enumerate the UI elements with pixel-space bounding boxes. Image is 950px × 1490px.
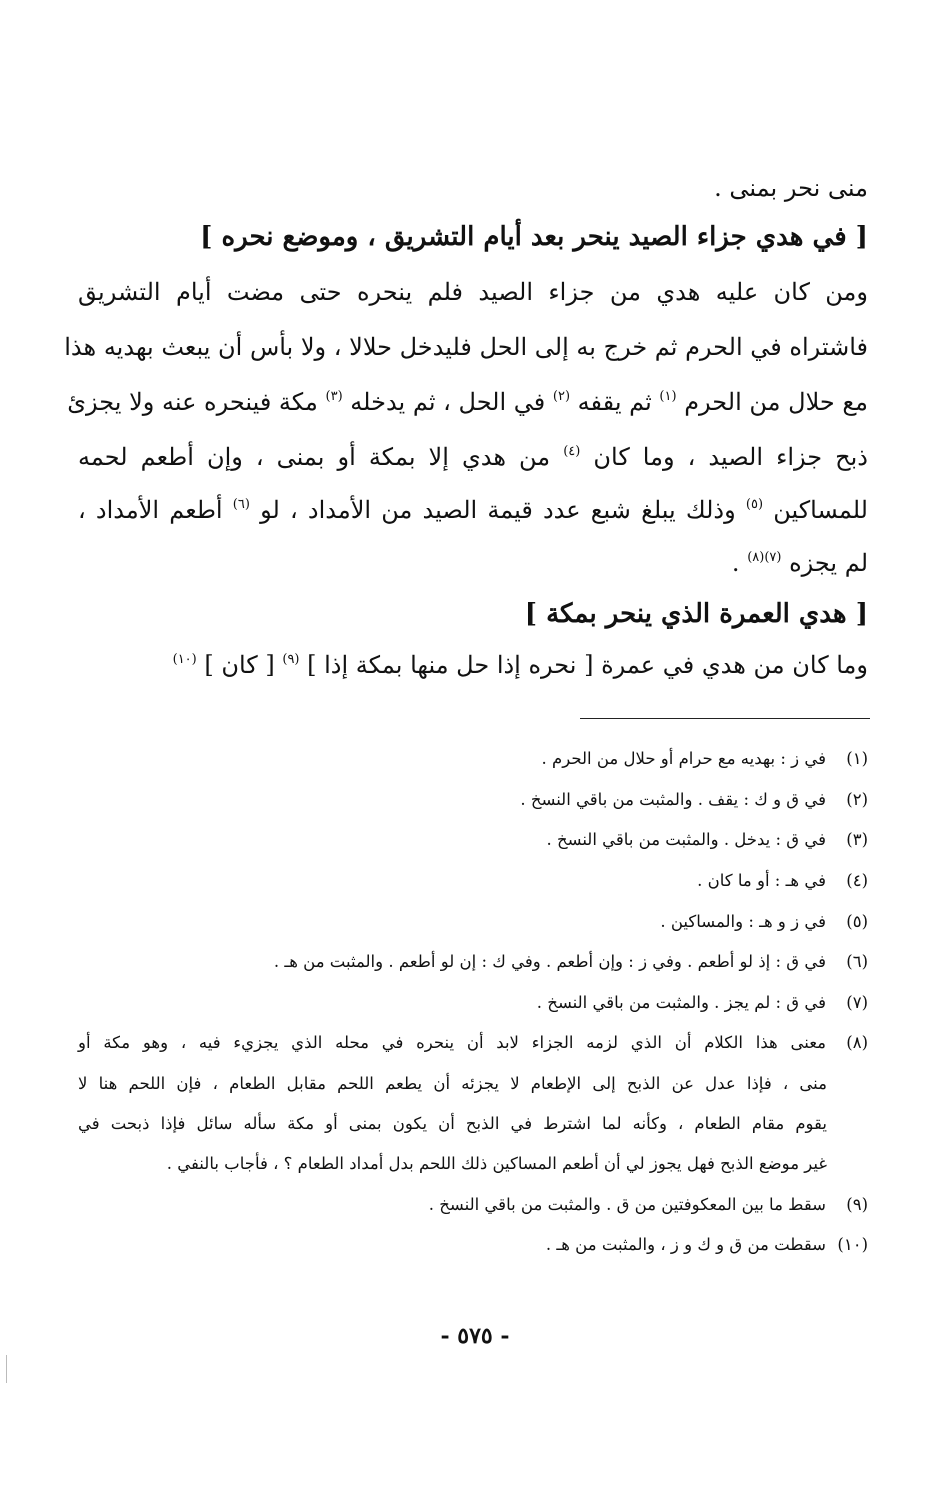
- body-line: [78, 437, 868, 477]
- footnote-number: (٥): [846, 912, 868, 931]
- footnote-number: (٣): [846, 830, 868, 849]
- footnote: [78, 988, 868, 1018]
- body-text: ثم يقفه: [570, 388, 660, 416]
- body-text: مع حلال من الحرم: [676, 388, 868, 416]
- footnote: [78, 1190, 868, 1220]
- page-number: - ٥٧٥ -: [440, 1323, 510, 1349]
- footnote-text: في ز و هـ : والمساكين .: [660, 912, 826, 931]
- body-text: ذبح جزاء الصيد ، وما كان: [580, 443, 868, 471]
- footnote-ref[interactable]: (٧): [764, 550, 782, 565]
- footnote-separator: [580, 718, 870, 719]
- body-line: [78, 272, 868, 312]
- body-text: .: [731, 549, 748, 577]
- footnote-text: في ق : إذ لو أطعم . وفي ز : وإن أطعم . وفي ك : إن لو أطعم . والمثبت من هـ .: [273, 952, 826, 971]
- heading-text: [ هدي العمرة الذي ينحر بمكة ]: [524, 599, 868, 629]
- footnote-text: في ز : بهديه مع حرام أو حلال من الحرم .: [541, 749, 826, 768]
- body-text: مكة فينحره عنه ولا يجزئ: [67, 388, 326, 416]
- body-text: وذلك يبلغ شبع عدد قيمة الصيد من الأمداد ، لو: [249, 496, 746, 524]
- footnote: [78, 866, 868, 896]
- body-text: فاشتراه في الحرم ثم خرج به إلى الحل فليدخل حلالا ، ولا بأس أن يبعث بهديه هذا: [64, 333, 868, 361]
- footnote-text: في ق : يدخل . والمثبت من باقي النسخ .: [546, 830, 826, 849]
- footnote-text: سقط ما بين المعكوفتين من ق . والمثبت من باقي النسخ .: [428, 1195, 826, 1214]
- body-text: من هدي إلا بمكة أو بمنى ، وإن أطعم لحمه: [78, 443, 564, 471]
- body-text: في الحل ، ثم يدخله: [342, 388, 553, 416]
- footnote: [78, 1028, 868, 1058]
- body-text: أطعم الأمداد ،: [78, 496, 233, 524]
- footnote-ref[interactable]: (٤): [563, 444, 581, 459]
- footnote-text: في ق و ك : يقف . والمثبت من باقي النسخ .: [520, 790, 826, 809]
- footnote-text: يقوم مقام الطعام ، وكأنه لما اشترط في الذبح أن يكون بمنى أو مكة سأله سائل فإذا ذبحت في: [78, 1114, 827, 1133]
- footnote-number: (٨): [846, 1033, 868, 1052]
- body-line: [64, 327, 868, 367]
- body-text: منى نحر بمنى .: [714, 174, 868, 202]
- body-text: [ كان ]: [196, 651, 283, 679]
- section-heading: [78, 216, 868, 258]
- footnote-text: في ق : لم يجز . والمثبت من باقي النسخ .: [536, 993, 826, 1012]
- footnote-continuation: [78, 1149, 827, 1179]
- footnote-number: (١٠): [837, 1235, 868, 1254]
- footnote-ref[interactable]: (٩): [282, 652, 300, 667]
- body-line: [78, 490, 868, 530]
- body-line: [78, 645, 868, 685]
- footnote: [78, 785, 868, 815]
- footnote-continuation: [78, 1109, 827, 1139]
- footnote: [78, 825, 868, 855]
- footnote-ref[interactable]: (٢): [552, 389, 571, 404]
- footnote-ref[interactable]: (١٠): [172, 652, 197, 667]
- footnote-number: (٢): [846, 790, 868, 809]
- footnote-text: في هـ : أو ما كان .: [697, 871, 826, 890]
- footnote-ref[interactable]: (٨): [747, 550, 765, 565]
- footnote-text: غير موضع الذبح فهل يجوز لي أن أطعم المساكين ذلك اللحم بدل أمداد الطعام ؟ ، فأجاب بالنفي .: [166, 1154, 827, 1173]
- body-text: ومن كان عليه هدي من جزاء الصيد فلم ينحره حتى مضت أيام التشريق: [78, 278, 868, 306]
- footnote-text: منى ، فإذا عدل عن الذبح إلى الإطعام لا يجزئه أن يطعم اللحم مقابل الطعام ، فإن اللحم هنا لا: [78, 1074, 827, 1093]
- footnote-ref[interactable]: (١): [659, 389, 677, 404]
- body-text: لم يجزه: [781, 549, 868, 577]
- footnote-ref[interactable]: (٥): [745, 497, 764, 512]
- body-line: [67, 382, 868, 422]
- footnote-ref[interactable]: (٣): [325, 389, 343, 404]
- footnote: [78, 947, 868, 977]
- footnote: [78, 744, 868, 774]
- footnote-number: (١): [846, 749, 868, 768]
- scan-edge-mark: [6, 1355, 7, 1383]
- footnote-number: (٦): [846, 952, 868, 971]
- footnote-number: (٧): [846, 993, 868, 1012]
- section-heading: [78, 593, 868, 635]
- footnote-text: سقطت من ق و ك و ز ، والمثبت من هـ .: [545, 1235, 826, 1254]
- footnote: [78, 907, 868, 937]
- footnote-continuation: [78, 1069, 827, 1099]
- body-line: [78, 168, 868, 208]
- footnote-ref[interactable]: (٦): [232, 497, 250, 512]
- body-line: [78, 543, 868, 583]
- body-text: وما كان من هدي في عمرة [ نحره إذا حل منها بمكة إذا ]: [299, 651, 868, 679]
- footnote: [78, 1230, 868, 1260]
- heading-text: [ في هدي جزاء الصيد ينحر بعد أيام التشريق ، وموضع نحره ]: [200, 222, 868, 252]
- footnote-number: (٤): [846, 871, 868, 890]
- footnote-text: معنى هذا الكلام أن الذي لزمه الجزاء لابد أن ينحره في محله الذي يجزيء فيه ، وهو مكة أو: [78, 1033, 826, 1052]
- body-text: للمساكين: [763, 496, 868, 524]
- footnote-number: (٩): [846, 1195, 868, 1214]
